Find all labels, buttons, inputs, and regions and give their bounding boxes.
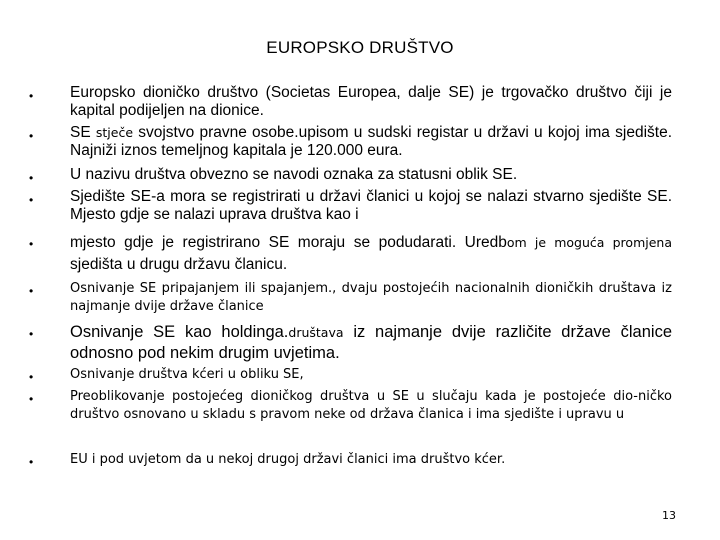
bullet-text-part: svojstvo pravne osobe.upisom u sudski registar u državi u kojoj ima sjedište. Najniži iznos temeljnog kapitala je 120.000 eura. bbox=[70, 124, 672, 159]
bullet-text-part: Preoblikovanje postojećeg dioničkog društva u SE u slučaju kada je postojeće dio-ničko društvo osnovano u skladu s pravom neke od država članica i ima sjedište i upravu u bbox=[70, 389, 672, 422]
bullet-text-part: mjesto gdje je registrirano SE moraju se podudarati. Uredb bbox=[70, 234, 507, 251]
bullet-text bbox=[70, 188, 672, 223]
bullet-text-part: sjedišta u drugu državu članicu. bbox=[70, 256, 288, 273]
bullet-text bbox=[70, 388, 672, 423]
bullet-text bbox=[70, 166, 672, 184]
bullet-dot-icon: • bbox=[29, 284, 34, 298]
bullet-dot-icon: • bbox=[29, 237, 34, 251]
bullet-text bbox=[70, 84, 672, 119]
bullet-text-part: Osnivanje društva kćeri u obliku SE, bbox=[70, 367, 304, 382]
bullet-text-part: EU i pod uvjetom da u nekoj drugoj državi članici ima društvo kćer. bbox=[70, 452, 506, 467]
bullet-dot-icon: • bbox=[29, 171, 34, 185]
bullet-text bbox=[70, 280, 672, 316]
bullet-text bbox=[70, 232, 672, 276]
bullet-text-part: Osnivanje SE pripajanjem ili spajanjem., dvaju postojećih nacionalnih dioničkih društava iz najmanje dvije države članice bbox=[70, 281, 672, 314]
bullet-text-part: iz najmanje dvije različite države članice odnosno pod nekim drugim uvjetima. bbox=[70, 323, 672, 362]
bullet-text-part: Europsko dioničko društvo (Societas Europea, dalje SE) je trgovačko društvo čiji je kapital podijeljen na dionice. bbox=[70, 84, 672, 119]
bullet-text-part: društava bbox=[288, 325, 344, 340]
bullet-text-part: SE bbox=[70, 124, 96, 141]
bullet-text bbox=[70, 366, 672, 384]
bullet-text-part: Osnivanje SE kao holdinga. bbox=[70, 323, 289, 341]
bullet-dot-icon: • bbox=[29, 327, 34, 341]
bullet-text-part: U nazivu društva obvezno se navodi oznaka za statusni oblik SE. bbox=[70, 166, 518, 183]
bullet-dot-icon: • bbox=[29, 455, 34, 469]
bullet-dot-icon: • bbox=[29, 129, 34, 143]
page-number: 13 bbox=[662, 509, 676, 522]
bullet-dot-icon: • bbox=[29, 89, 34, 103]
bullet-text-part: Sjedište SE-a mora se registrirati u državi članici u kojoj se nalazi stvarno sjedište SE. Mjesto gdje se nalazi uprava društva kao i bbox=[70, 188, 672, 223]
bullet-dot-icon: • bbox=[29, 370, 34, 384]
bullet-text-part: om je moguća promjena bbox=[506, 235, 672, 250]
bullet-dot-icon: • bbox=[29, 193, 34, 207]
slide-title: EUROPSKO DRUŠTVO bbox=[266, 38, 454, 57]
bullet-text-part: stječe bbox=[95, 125, 134, 140]
bullet-text bbox=[70, 451, 672, 469]
bullet-dot-icon: • bbox=[29, 392, 34, 406]
bullet-text bbox=[70, 124, 672, 159]
bullet-text bbox=[70, 322, 672, 363]
